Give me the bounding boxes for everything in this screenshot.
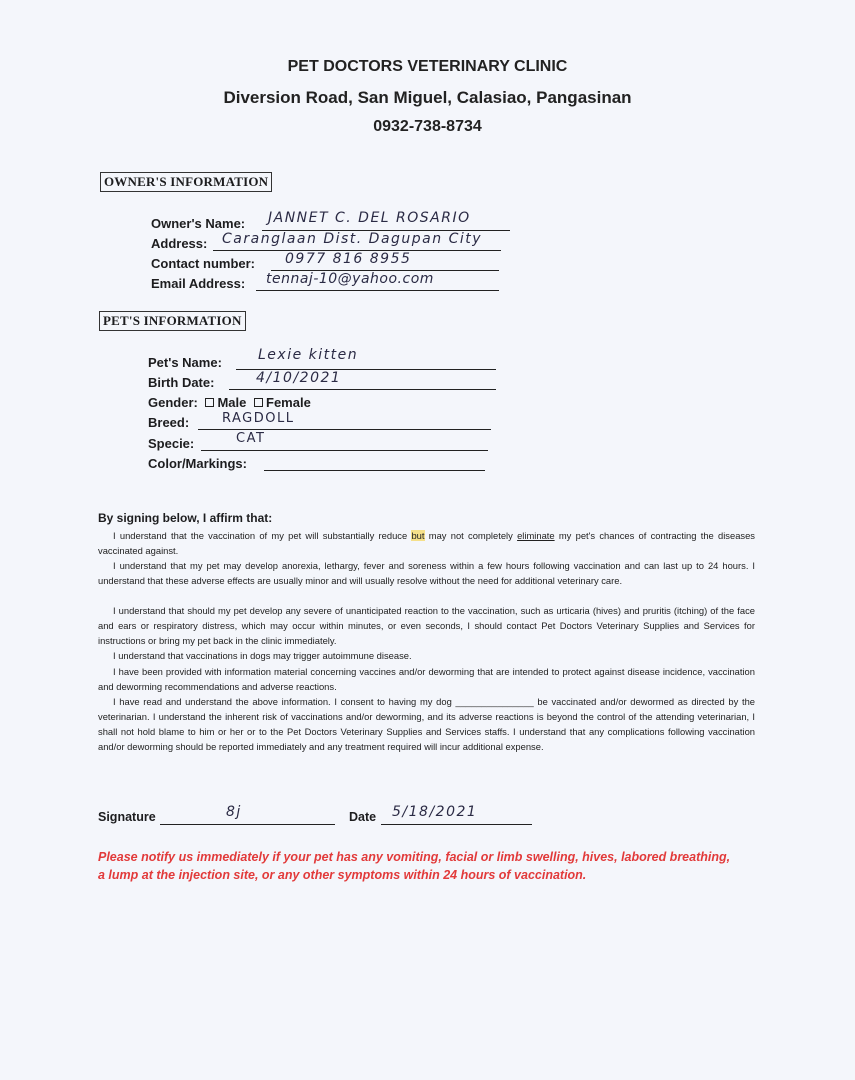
owner-name-label: Owner's Name: (151, 216, 246, 231)
owner-address-label: Address: (151, 236, 208, 251)
date-value[interactable]: 5/18/2021 (392, 804, 478, 820)
gender-female-checkbox[interactable] (254, 398, 263, 407)
affirmation-paragraph-4: I understand that vaccinations in dogs may trigger autoimmune disease. (113, 650, 412, 661)
clinic-address: Diversion Road, San Miguel, Calasiao, Pangasinan (223, 88, 632, 107)
affirmation-paragraph-2: I understand that my pet may develop anorexia, lethargy, fever and soreness within a few hours following vaccination and can last up to 24 hours. I understand that these adverse effects are usually minor and will usually resolve without the need for additional veterinary care. (98, 560, 755, 586)
owner-name-value[interactable]: JANNET C. DEL ROSARIO (268, 210, 471, 226)
gender-female-label: Female (266, 395, 311, 410)
p1-text-e: my pet's chances of contracting the diseases vaccinated against. (98, 530, 755, 556)
birth-date-value[interactable]: 4/10/2021 (256, 370, 342, 386)
affirmation-paragraph-5: I have been provided with information material concerning vaccines and/or deworming that are intended to protect against disease incidence, vaccination and deworming recommendations and adverse reactions. (98, 666, 755, 692)
owner-email-label: Email Address: (151, 276, 246, 291)
owner-contact-label: Contact number: (151, 256, 255, 271)
breed-line (198, 429, 491, 430)
date-line (381, 824, 532, 825)
affirmation-paragraph-3: I understand that should my pet develop any severe of unanticipated reaction to the vaccination, such as urticaria (hives) and pruritis (itching) of the face and ears or respiratory distress, which may occur within minutes, or even seconds, I should contact Pet Doctors Veterinary Supplies and Services for instructions or bring my pet back in the clinic immediately. (98, 605, 755, 646)
clinic-name: PET DOCTORS VETERINARY CLINIC (287, 58, 568, 75)
owner-email-line (256, 290, 499, 291)
color-markings-label: Color/Markings: (148, 456, 247, 471)
breed-label: Breed: (148, 415, 190, 430)
specie-value[interactable]: CAT (236, 431, 266, 446)
affirmation-paragraph-6: I have read and understand the above information. I consent to having my dog _______________ be vaccinated and/or dewormed as directed by the veterinarian. I understand the inherent risk of vaccinations and/or deworming, and its adverse reactions is beyond the control of the attending veterinarian, I shall not hold blame to him or her or to the Pet Doctors Veterinary Supplies and Services staffs. I understand that any complications following vaccination and/or deworming should be reported immediately and any treatment required will incur additional expense. (98, 696, 755, 752)
breed-value[interactable]: RAGDOLL (222, 411, 295, 426)
signature-line (160, 824, 335, 825)
birth-date-line (229, 389, 496, 390)
specie-label: Specie: (148, 436, 195, 451)
pet-name-value[interactable]: Lexie kitten (258, 347, 359, 363)
signature-label: Signature (98, 810, 156, 824)
gender-male-checkbox[interactable] (205, 398, 214, 407)
p1-text-a: I understand that the vaccination of my pet will substantially reduce (113, 530, 412, 541)
p1-highlight: but (411, 530, 425, 541)
specie-line (201, 450, 488, 451)
color-markings-line[interactable] (264, 470, 485, 471)
date-label: Date (349, 810, 377, 824)
affirmation-title: By signing below, I affirm that: (98, 511, 273, 525)
pet-section-heading: PET'S INFORMATION (99, 311, 246, 331)
owner-section-heading: OWNER'S INFORMATION (100, 172, 272, 192)
warning-notice: Please notify us immediately if your pet has any vomiting, facial or limb swelling, hives, labored breathing, a lump at the injection site, or any other symptoms within 24 hours of vaccination. (98, 850, 731, 882)
affirmation-paragraph-1 (98, 528, 755, 558)
gender-row (148, 395, 311, 410)
pet-name-label: Pet's Name: (148, 355, 222, 370)
owner-email-value[interactable]: tennaj-10@yahoo.com (266, 271, 434, 287)
p1-underline: eliminate (517, 530, 555, 541)
owner-contact-value[interactable]: 0977 816 8955 (285, 251, 412, 267)
birth-date-label: Birth Date: (148, 375, 215, 390)
signature-value[interactable]: 8j (226, 804, 242, 820)
owner-address-value[interactable]: Caranglaan Dist. Dagupan City (222, 231, 483, 247)
gender-male-label: Male (217, 395, 247, 410)
p1-text-c: may not completely (424, 530, 518, 541)
clinic-phone: 0932-738-8734 (373, 118, 482, 135)
gender-label: Gender: (148, 395, 198, 410)
